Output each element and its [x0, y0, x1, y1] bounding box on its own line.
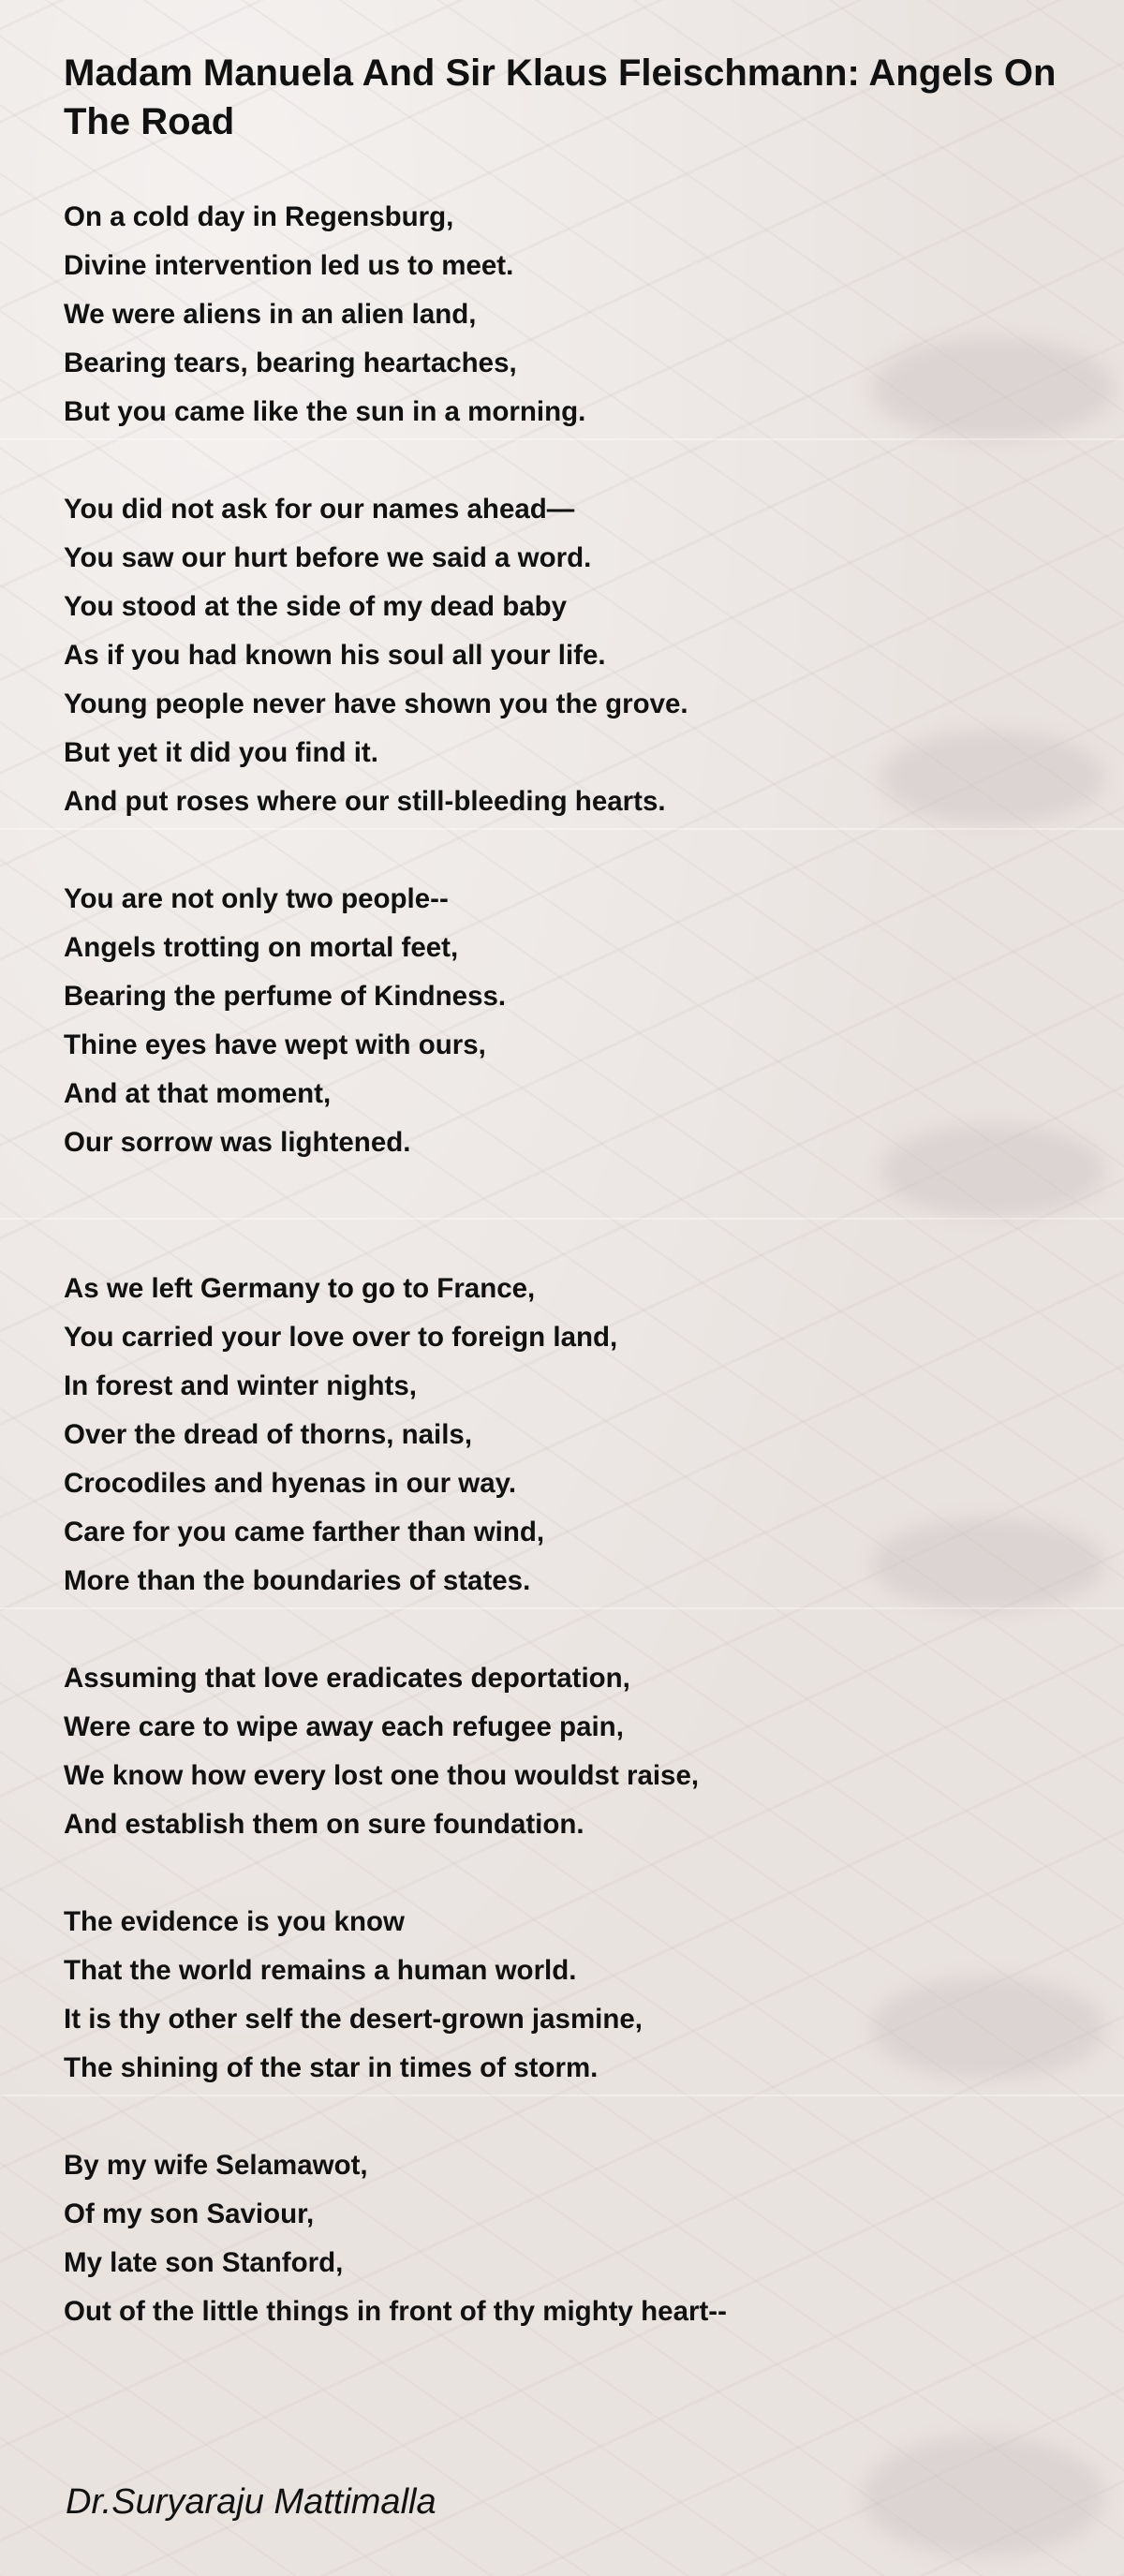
poem-line: Angels trotting on mortal feet, [64, 932, 459, 963]
poem-title: Madam Manuela And Sir Klaus Fleischmann: Angels On The Road [64, 52, 1057, 142]
stanza-break [64, 2093, 1075, 2141]
poem-line: Crocodiles and hyenas in our way. [64, 1468, 517, 1499]
poem-body [64, 193, 1075, 2336]
poem-line: In forest and winter nights, [64, 1370, 417, 1401]
poem-line: Bearing tears, bearing heartaches, [64, 348, 517, 378]
author-signature: Dr.Suryaraju Mattimalla [66, 2482, 436, 2522]
poem-line: And at that moment, [64, 1078, 332, 1109]
poem-line: More than the boundaries of states. [64, 1565, 531, 1596]
poem-line: But yet it did you find it. [64, 737, 378, 768]
stanza-break [64, 437, 1075, 485]
poem-line: Thine eyes have wept with ours, [64, 1029, 486, 1060]
poem-line: You are not only two people-- [64, 883, 449, 914]
poem-line: Of my son Saviour, [64, 2198, 315, 2229]
poem-line: Care for you came farther than wind, [64, 1517, 545, 1547]
poem-line: You stood at the side of my dead baby [64, 591, 568, 622]
poem-line: Young people never have shown you the grove. [64, 688, 688, 719]
poem-line: Bearing the perfume of Kindness. [64, 981, 507, 1012]
poem-line: My late son Stanford, [64, 2247, 344, 2278]
poem-line: You did not ask for our names ahead— [64, 494, 575, 525]
poem-line: Out of the little things in front of thy mighty heart-- [64, 2296, 727, 2327]
poem-line: You carried your love over to foreign land, [64, 1322, 618, 1353]
poem-line: The shining of the star in times of storm. [64, 2052, 599, 2083]
poem-line: We were aliens in an alien land, [64, 299, 477, 330]
poem-line: Our sorrow was lightened. [64, 1127, 411, 1158]
poem-line: But you came like the sun in a morning. [64, 396, 586, 427]
poem-line: That the world remains a human world. [64, 1955, 577, 1986]
poem-line: As we left Germany to go to France, [64, 1273, 536, 1304]
poem-line: Divine intervention led us to meet. [64, 250, 514, 281]
poem-container [64, 49, 1075, 2336]
stanza-break [64, 1167, 1075, 1216]
poem-line: And establish them on sure foundation. [64, 1809, 584, 1840]
poem-line: And put roses where our still-bleeding hearts. [64, 786, 666, 817]
stanza-break [64, 1849, 1075, 1898]
stanza-break [64, 826, 1075, 875]
poem-line: You saw our hurt before we said a word. [64, 542, 592, 573]
stanza-break [64, 1606, 1075, 1654]
stanza-break [64, 1216, 1075, 1265]
poem-line: By my wife Selamawot, [64, 2150, 368, 2181]
poem-line: Over the dread of thorns, nails, [64, 1419, 473, 1450]
poem-line: As if you had known his soul all your life. [64, 640, 606, 671]
poem-line: On a cold day in Regensburg, [64, 201, 454, 232]
poem-line: Assuming that love eradicates deportation, [64, 1663, 630, 1694]
background-smudge [862, 2435, 1105, 2557]
poem-line: Were care to wipe away each refugee pain, [64, 1711, 624, 1742]
poem-line: We know how every lost one thou wouldst raise, [64, 1760, 700, 1791]
poem-line: The evidence is you know [64, 1906, 405, 1937]
poem-line: It is thy other self the desert-grown jasmine, [64, 2004, 643, 2035]
